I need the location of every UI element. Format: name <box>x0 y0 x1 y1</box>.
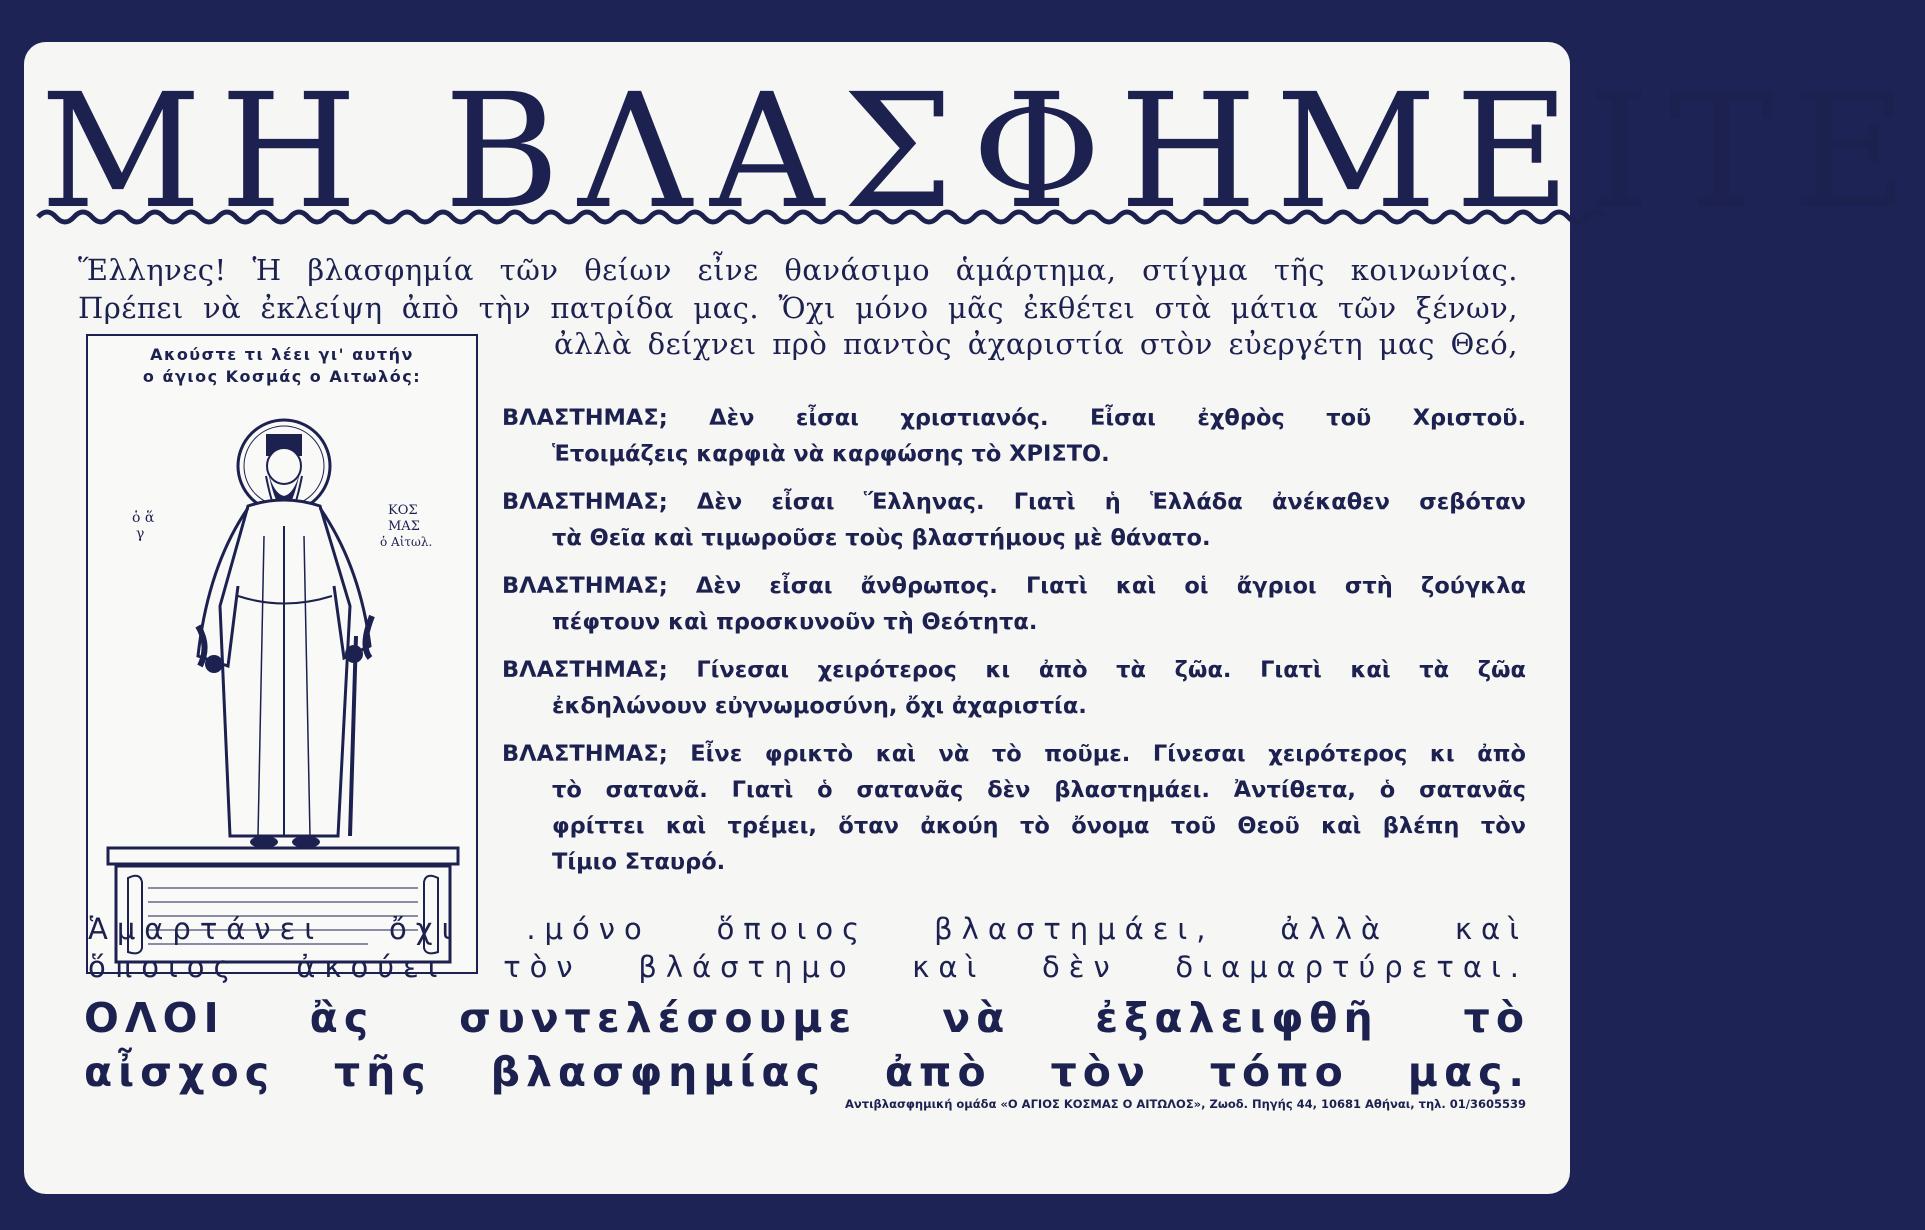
sin-notice-line-1: Ἁμαρτάνει ὄχι .μόνο ὅποιος βλαστημάει, ἀλλὰ καὶ <box>88 912 1528 946</box>
intro-line-2: Πρέπει νὰ ἐκλείψη ἀπὸ τὴν πατρίδα μας. Ὄχι μόνο μᾶς ἐκθέτει στὰ μάτια τῶν ξένων, <box>78 291 1518 325</box>
footer-credit: Αντιβλασφημική ομάδα «Ο ΑΓΙΟΣ ΚΟΣΜΑΣ Ο ΑΙΤΩΛΟΣ», Ζωοδ. Πηγής 44, 10681 Αθήναι, τηλ. 01/3605539 <box>845 1097 1526 1111</box>
svg-text:γ: γ <box>136 526 145 542</box>
statement-3 <box>502 568 1526 640</box>
svg-text:ὁ Αἰτωλ.: ὁ Αἰτωλ. <box>380 535 433 549</box>
saint-icon-panel <box>86 334 478 974</box>
statement-3-line-1: ΒΛΑΣΤΗΜΑΣ; Δὲν εἶσαι ἄνθρωπος. Γιατὶ καὶ οἱ ἄγριοι στὴ ζούγκλα <box>502 573 1526 599</box>
wavy-divider <box>38 202 1550 232</box>
saint-icon <box>88 396 476 966</box>
intro-line-1: Ἕλληνες! Ἡ βλασφημία τῶν θείων εἶνε θανάσιμο ἁμάρτημα, στίγμα τῆς κοινωνίας. <box>78 253 1518 287</box>
statement-1 <box>502 400 1526 472</box>
statement-2-line-1: ΒΛΑΣΤΗΜΑΣ; Δὲν εἶσαι Ἕλληνας. Γιατὶ ἡ Ἑλλάδα ἀνέκαθεν σεβόταν <box>502 489 1526 515</box>
statement-5-line-4: Τίμιο Σταυρό. <box>552 849 726 875</box>
statement-4 <box>502 652 1526 724</box>
poster-paper <box>24 42 1925 1194</box>
statement-3-line-2: πέφτουν καὶ προσκυνοῦν τὴ Θεότητα. <box>552 609 1038 635</box>
icon-caption-line-1: Ακούστε τι λέει γι' αυτήν <box>150 345 414 364</box>
svg-text:ΜΑΣ: ΜΑΣ <box>388 519 420 534</box>
statement-5-line-1: ΒΛΑΣΤΗΜΑΣ; Εἶνε φρικτὸ καὶ νὰ τὸ ποῦμε. Γίνεσαι χειρότερος κι ἀπὸ <box>502 741 1526 767</box>
statement-2-line-2: τὰ Θεῖα καὶ τιμωροῦσε τοὺς βλαστήμους μὲ θάνατο. <box>552 525 1211 551</box>
statement-5-line-2: τὸ σατανᾶ. Γιατὶ ὁ σατανᾶς δὲν βλαστημάει. Ἀντίθετα, ὁ σατανᾶς <box>552 777 1526 803</box>
statement-1-line-1: ΒΛΑΣΤΗΜΑΣ; Δὲν εἶσαι χριστιανός. Εἶσαι ἐχθρὸς τοῦ Χριστοῦ. <box>502 405 1526 431</box>
statement-2 <box>502 484 1526 556</box>
intro-line-3: ἀλλὰ δείχνει πρὸ παντὸς ἀχαριστία στὸν εὐεργέτη μας Θεό, <box>554 327 1518 361</box>
svg-text:ὁ ἅ: ὁ ἅ <box>132 510 155 526</box>
icon-caption <box>88 344 476 388</box>
call-to-action-line-1: ΟΛΟΙ ἂς συντελέσουμε νὰ ἐξαλειφθῆ τὸ <box>84 994 1530 1042</box>
svg-text:ΚΟΣ: ΚΟΣ <box>388 503 418 518</box>
poster-title: ΜΗ ΒΛΑΣΦΗΜΕΙΤΕ <box>40 60 1925 244</box>
statement-4-line-1: ΒΛΑΣΤΗΜΑΣ; Γίνεσαι χειρότερος κι ἀπὸ τὰ ζῶα. Γιατὶ καὶ τὰ ζῶα <box>502 657 1526 683</box>
statement-4-line-2: ἐκδηλώνουν εὐγνωμοσύνη, ὄχι ἀχαριστία. <box>552 693 1087 719</box>
icon-caption-line-2: ο άγιος Κοσμάς ο Αιτωλός: <box>142 367 422 386</box>
statement-5-line-3: φρίττει καὶ τρέμει, ὅταν ἀκούη τὸ ὄνομα τοῦ Θεοῦ καὶ βλέπη τὸν <box>552 813 1526 839</box>
statement-5 <box>502 736 1526 880</box>
call-to-action-line-2: αἶσχος τῆς βλασφημίας ἀπὸ τὸν τόπο μας. <box>84 1048 1530 1096</box>
statement-1-line-2: Ἑτοιμάζεις καρφιὰ νὰ καρφώσης τὸ ΧΡΙΣΤΟ. <box>552 441 1110 467</box>
sin-notice-line-2: ὅποιος ἀκούει τὸν βλάστημο καὶ δὲν διαμαρτύρεται. <box>88 950 1528 984</box>
